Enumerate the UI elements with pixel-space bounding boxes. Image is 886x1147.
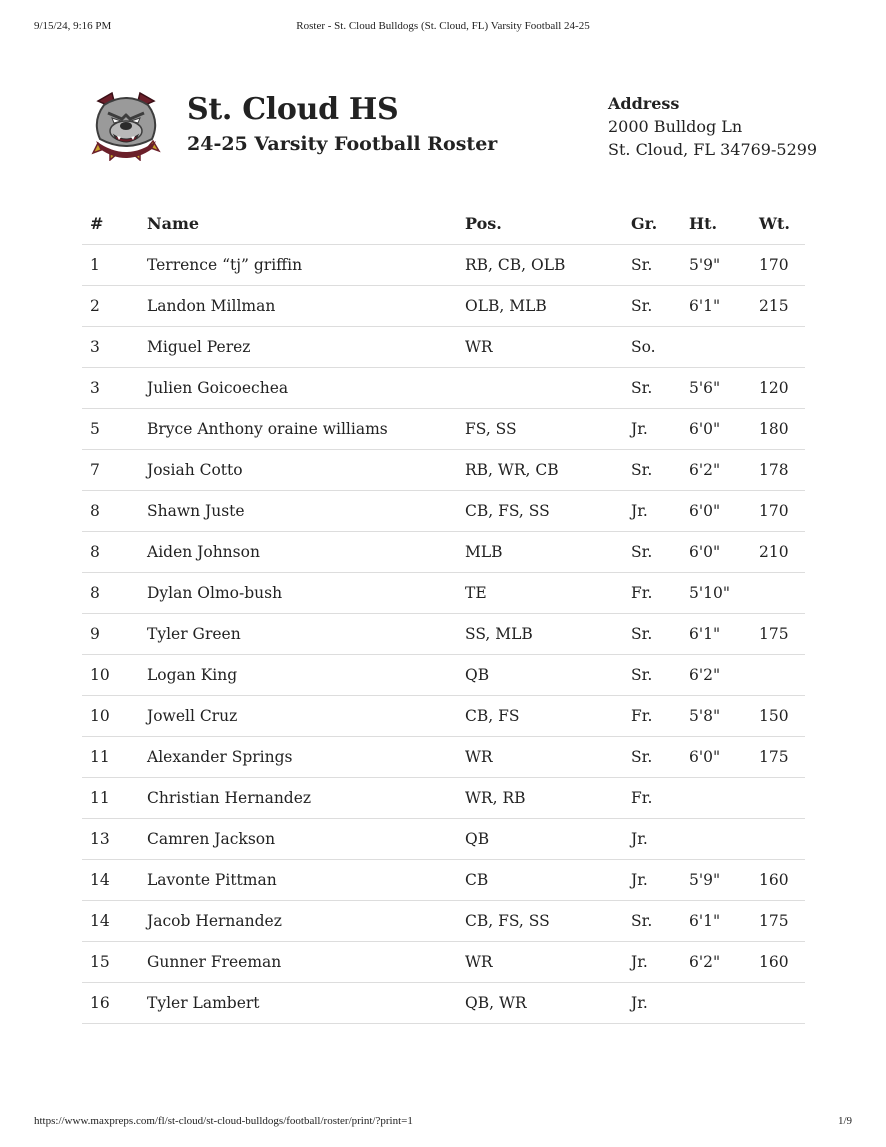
table-row — [82, 942, 805, 983]
player-name: Camren Jackson — [147, 819, 465, 860]
table-row — [82, 450, 805, 491]
table-row — [82, 983, 805, 1024]
player-height — [689, 778, 759, 819]
player-weight — [759, 573, 805, 614]
table-row — [82, 327, 805, 368]
print-footer — [34, 1115, 852, 1131]
player-position: QB — [465, 819, 631, 860]
player-weight: 210 — [759, 532, 805, 573]
player-grade: Jr. — [631, 409, 689, 450]
print-doc-title: Roster - St. Cloud Bulldogs (St. Cloud, FL) Varsity Football 24-25 — [296, 20, 590, 32]
player-position: QB — [465, 655, 631, 696]
header-grade: Gr. — [631, 202, 689, 245]
player-weight: 175 — [759, 737, 805, 778]
player-number: 10 — [82, 655, 147, 696]
header-number: # — [82, 202, 147, 245]
player-number: 15 — [82, 942, 147, 983]
table-row — [82, 655, 805, 696]
player-grade: Sr. — [631, 450, 689, 491]
player-height: 6'0" — [689, 532, 759, 573]
player-position: OLB, MLB — [465, 286, 631, 327]
table-row — [82, 778, 805, 819]
player-number: 7 — [82, 450, 147, 491]
player-number: 11 — [82, 737, 147, 778]
player-grade: Sr. — [631, 737, 689, 778]
player-name: Aiden Johnson — [147, 532, 465, 573]
player-name: Alexander Springs — [147, 737, 465, 778]
player-height: 6'1" — [689, 901, 759, 942]
player-grade: Jr. — [631, 819, 689, 860]
player-position: WR — [465, 327, 631, 368]
player-name: Tyler Green — [147, 614, 465, 655]
player-name: Jowell Cruz — [147, 696, 465, 737]
player-height: 6'0" — [689, 491, 759, 532]
player-name: Christian Hernandez — [147, 778, 465, 819]
player-position: TE — [465, 573, 631, 614]
player-height: 6'2" — [689, 942, 759, 983]
player-grade: So. — [631, 327, 689, 368]
player-position: CB, FS, SS — [465, 491, 631, 532]
player-height: 5'6" — [689, 368, 759, 409]
table-row — [82, 409, 805, 450]
bulldog-mascot-icon — [90, 89, 162, 161]
player-grade: Sr. — [631, 901, 689, 942]
player-weight: 160 — [759, 942, 805, 983]
player-number: 5 — [82, 409, 147, 450]
player-weight: 120 — [759, 368, 805, 409]
player-height: 6'1" — [689, 286, 759, 327]
address-line-1: 2000 Bulldog Ln — [608, 117, 743, 136]
address-block — [608, 92, 817, 161]
player-height: 6'2" — [689, 450, 759, 491]
player-height: 5'8" — [689, 696, 759, 737]
player-position: CB — [465, 860, 631, 901]
player-number: 13 — [82, 819, 147, 860]
table-row — [82, 737, 805, 778]
player-weight: 175 — [759, 614, 805, 655]
table-row — [82, 696, 805, 737]
player-position: RB, WR, CB — [465, 450, 631, 491]
player-position: WR — [465, 942, 631, 983]
player-grade: Sr. — [631, 286, 689, 327]
player-position: CB, FS — [465, 696, 631, 737]
player-height: 6'2" — [689, 655, 759, 696]
table-row — [82, 245, 805, 286]
print-page-number: 1/9 — [837, 1115, 852, 1127]
player-weight: 150 — [759, 696, 805, 737]
player-grade: Jr. — [631, 491, 689, 532]
player-position: WR — [465, 737, 631, 778]
player-number: 8 — [82, 491, 147, 532]
player-number: 3 — [82, 368, 147, 409]
player-height — [689, 819, 759, 860]
player-height: 6'0" — [689, 737, 759, 778]
player-height: 5'9" — [689, 860, 759, 901]
player-number: 16 — [82, 983, 147, 1024]
player-weight: 215 — [759, 286, 805, 327]
player-height: 5'9" — [689, 245, 759, 286]
player-grade: Jr. — [631, 860, 689, 901]
player-position: RB, CB, OLB — [465, 245, 631, 286]
table-row — [82, 819, 805, 860]
header-name: Name — [147, 202, 465, 245]
table-row — [82, 573, 805, 614]
roster-header-row — [82, 202, 805, 245]
table-row — [82, 901, 805, 942]
player-height: 5'10" — [689, 573, 759, 614]
print-datetime: 9/15/24, 9:16 PM — [34, 20, 112, 32]
player-weight: 170 — [759, 245, 805, 286]
print-url: https://www.maxpreps.com/fl/st-cloud/st-cloud-bulldogs/football/roster/print/?print=1 — [34, 1115, 413, 1127]
player-number: 2 — [82, 286, 147, 327]
player-weight — [759, 819, 805, 860]
header-weight: Wt. — [759, 202, 805, 245]
player-grade: Sr. — [631, 245, 689, 286]
table-row — [82, 286, 805, 327]
table-row — [82, 532, 805, 573]
player-number: 9 — [82, 614, 147, 655]
player-position: FS, SS — [465, 409, 631, 450]
player-number: 11 — [82, 778, 147, 819]
player-weight: 178 — [759, 450, 805, 491]
print-header — [34, 20, 852, 36]
player-grade: Sr. — [631, 532, 689, 573]
address-line-2: St. Cloud, FL 34769-5299 — [608, 140, 818, 159]
player-grade: Jr. — [631, 942, 689, 983]
header-position: Pos. — [465, 202, 631, 245]
player-position: SS, MLB — [465, 614, 631, 655]
player-grade: Jr. — [631, 983, 689, 1024]
player-position: WR, RB — [465, 778, 631, 819]
player-grade: Fr. — [631, 573, 689, 614]
player-weight: 180 — [759, 409, 805, 450]
player-name: Logan King — [147, 655, 465, 696]
player-weight — [759, 778, 805, 819]
player-grade: Fr. — [631, 778, 689, 819]
player-position — [465, 368, 631, 409]
player-weight — [759, 655, 805, 696]
player-position: MLB — [465, 532, 631, 573]
player-grade: Sr. — [631, 368, 689, 409]
roster-table — [82, 202, 805, 1024]
player-name: Julien Goicoechea — [147, 368, 465, 409]
player-number: 3 — [82, 327, 147, 368]
player-name: Bryce Anthony oraine williams — [147, 409, 465, 450]
roster-body — [82, 245, 805, 1024]
player-position: CB, FS, SS — [465, 901, 631, 942]
player-name: Jacob Hernandez — [147, 901, 465, 942]
table-row — [82, 614, 805, 655]
player-name: Lavonte Pittman — [147, 860, 465, 901]
player-height: 6'1" — [689, 614, 759, 655]
header-height: Ht. — [689, 202, 759, 245]
player-height: 6'0" — [689, 409, 759, 450]
player-name: Landon Millman — [147, 286, 465, 327]
player-name: Miguel Perez — [147, 327, 465, 368]
player-number: 8 — [82, 573, 147, 614]
player-weight — [759, 983, 805, 1024]
player-height — [689, 983, 759, 1024]
player-name: Dylan Olmo-bush — [147, 573, 465, 614]
player-name: Gunner Freeman — [147, 942, 465, 983]
player-number: 8 — [82, 532, 147, 573]
player-grade: Fr. — [631, 696, 689, 737]
player-number: 14 — [82, 901, 147, 942]
table-row — [82, 860, 805, 901]
player-weight — [759, 327, 805, 368]
player-number: 14 — [82, 860, 147, 901]
player-name: Terrence “tj” griffin — [147, 245, 465, 286]
table-row — [82, 368, 805, 409]
player-grade: Sr. — [631, 655, 689, 696]
player-name: Shawn Juste — [147, 491, 465, 532]
player-height — [689, 327, 759, 368]
player-grade: Sr. — [631, 614, 689, 655]
address-label: Address — [608, 94, 680, 113]
school-name: St. Cloud HS — [187, 92, 399, 127]
player-weight: 175 — [759, 901, 805, 942]
player-number: 10 — [82, 696, 147, 737]
player-name: Tyler Lambert — [147, 983, 465, 1024]
player-number: 1 — [82, 245, 147, 286]
table-row — [82, 491, 805, 532]
player-position: QB, WR — [465, 983, 631, 1024]
player-weight: 160 — [759, 860, 805, 901]
player-weight: 170 — [759, 491, 805, 532]
roster-title: 24-25 Varsity Football Roster — [187, 133, 498, 155]
player-name: Josiah Cotto — [147, 450, 465, 491]
